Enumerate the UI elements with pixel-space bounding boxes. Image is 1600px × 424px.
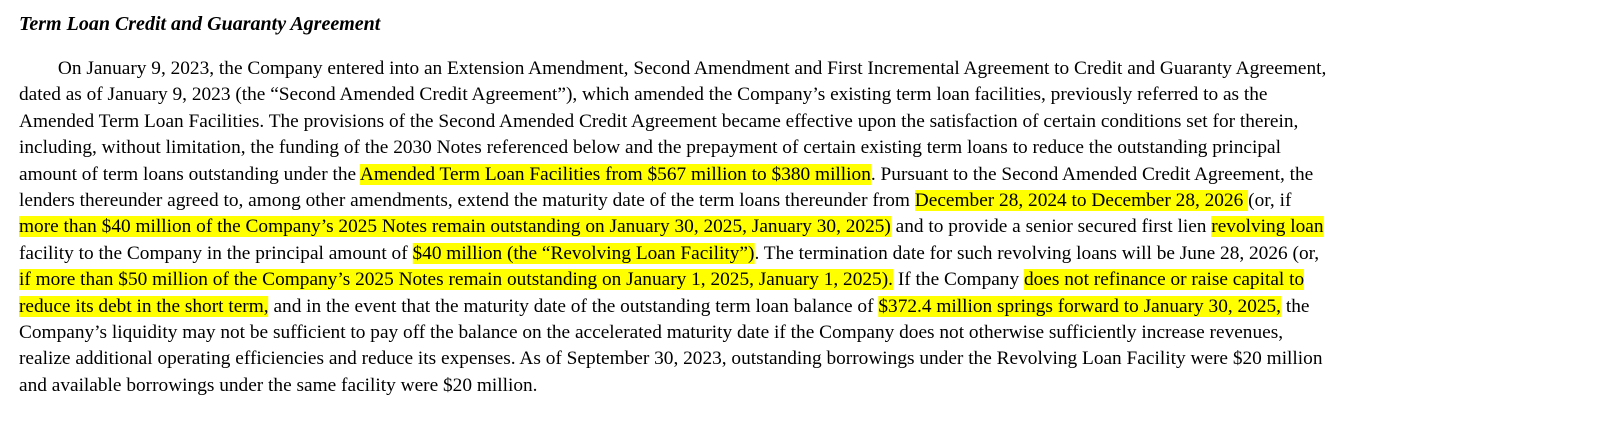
paragraph-line: [19, 56, 1594, 82]
text-run: and available borrowings under the same facility were $20 million.: [19, 374, 538, 396]
paragraph-line: [19, 135, 1594, 161]
text-run: Company’s liquidity may not be sufficient to pay off the balance on the accelerated maturity date if the Company does not otherwise sufficiently increase revenues,: [19, 321, 1284, 343]
text-run: facility to the Company in the principal amount of: [19, 242, 413, 264]
text-run: (or, if: [1248, 189, 1292, 211]
text-run: . The termination date for such revolving loans will be June 28, 2026 (or,: [754, 242, 1320, 264]
text-run: including, without limitation, the funding of the 2030 Notes referenced below and the prepayment of certain existing term loans to reduce the outstanding principal: [19, 137, 1281, 159]
highlighted-text: revolving loan: [1211, 216, 1324, 238]
paragraph-line: [19, 109, 1594, 135]
paragraph-line: [19, 82, 1594, 108]
text-run: If the Company: [892, 269, 1024, 291]
text-run: lenders thereunder agreed to, among other amendments, extend the maturity date of the term loans thereunder from: [19, 189, 915, 211]
highlighted-text: December 28, 2024 to December 28, 2026: [914, 189, 1249, 211]
text-run: amount of term loans outstanding under the: [19, 163, 360, 185]
highlighted-text: if more than $50 million of the Company’s 2025 Notes remain outstanding on January 1, 2025, January 1, 2025).: [19, 269, 893, 291]
highlighted-text: $40 million (the “Revolving Loan Facility”): [412, 242, 755, 264]
text-run: . Pursuant to the Second Amended Credit Agreement, the: [870, 163, 1314, 185]
text-run: On January 9, 2023, the Company entered into an Extension Amendment, Second Amendment and First Incremental Agreement to Credit and Guaranty Agreement,: [57, 58, 1327, 79]
text-run: and to provide a senior secured first lien: [890, 216, 1212, 238]
paragraph-line: [19, 373, 1594, 399]
text-run: realize additional operating efficiencies and reduce its expenses. As of September 30, 2023, outstanding borrowings under the Revolving Loan Facility were $20 million: [19, 348, 1323, 370]
paragraph-line: [19, 294, 1594, 320]
highlighted-text: more than $40 million of the Company’s 2025 Notes remain outstanding on January 30, 2025, January 30, 2025): [19, 216, 891, 238]
paragraph-line: [19, 214, 1594, 240]
paragraph-line: [19, 267, 1594, 293]
text-run: dated as of January 9, 2023 (the “Second Amended Credit Agreement”), which amended the Company’s existing term loan facilities, previously referred to as the: [19, 84, 1268, 106]
text-run: and in the event that the maturity date of the outstanding term loan balance of: [268, 295, 879, 317]
section-heading: Term Loan Credit and Guaranty Agreement: [19, 13, 381, 35]
paragraph-line: [19, 188, 1594, 214]
highlighted-text: reduce its debt in the short term,: [19, 295, 269, 317]
highlighted-text: does not refinance or raise capital to: [1023, 269, 1305, 291]
highlighted-text: $372.4 million springs forward to January 30, 2025,: [878, 295, 1282, 317]
paragraph-line: [19, 241, 1594, 267]
highlighted-text: Amended Term Loan Facilities from $567 million to $380 million: [359, 163, 871, 185]
paragraph-line: [19, 162, 1594, 188]
paragraph-line: [19, 346, 1594, 372]
text-run: the: [1281, 295, 1310, 317]
text-run: Amended Term Loan Facilities. The provisions of the Second Amended Credit Agreement became effective upon the satisfaction of certain conditions set for therein,: [19, 110, 1299, 132]
body-paragraph: [19, 56, 1599, 399]
paragraph-line: [19, 320, 1594, 346]
